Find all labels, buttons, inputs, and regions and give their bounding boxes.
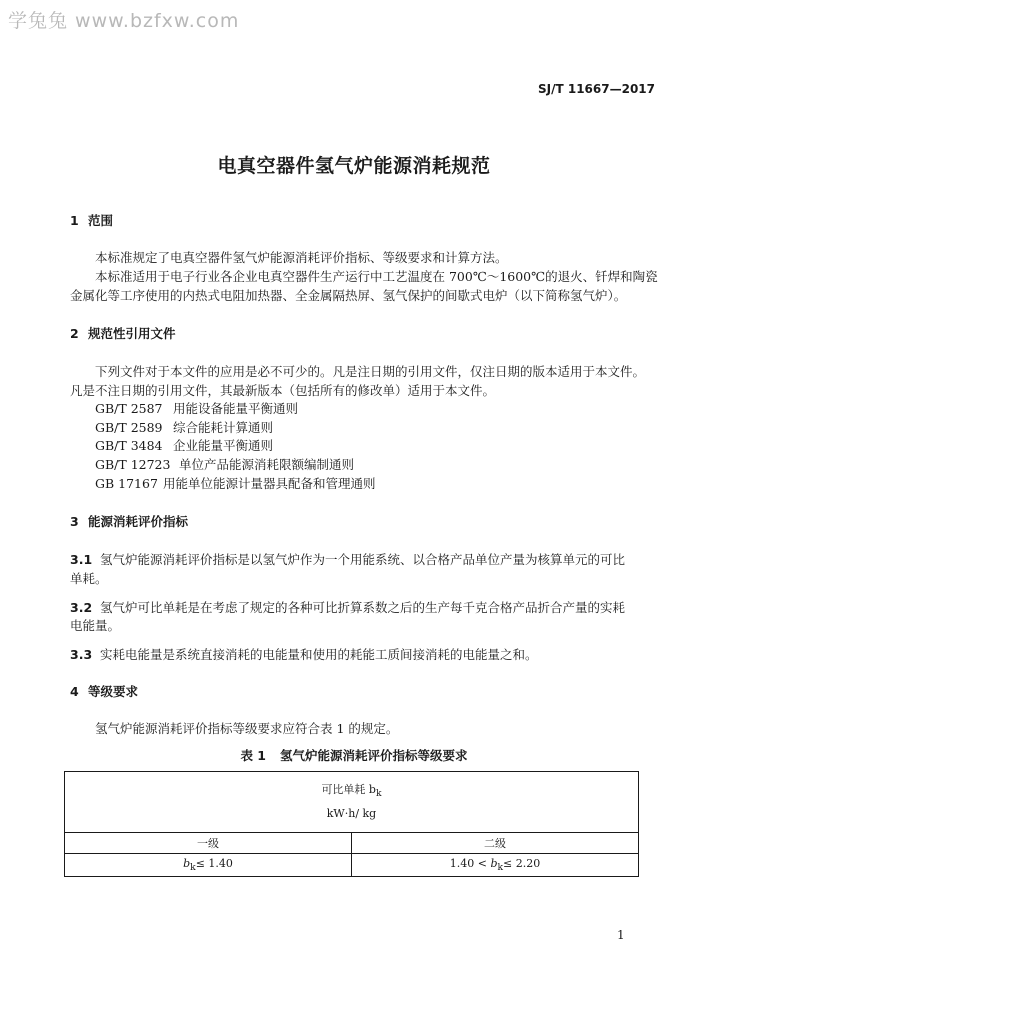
- references-paragraph-line-1: 下列文件对于本文件的应用是必不可少的。凡是注日期的引用文件，仅注日期的版本适用于本文件。: [95, 364, 646, 379]
- value-symbol: b: [183, 856, 191, 870]
- scope-paragraph-2-line-2: 金属化等工序使用的内热式电阻加热器、全金属隔热屏、氢气保护的间歇式电炉（以下简称氢气炉）。: [70, 288, 627, 303]
- value-text: ≤ 2.20: [503, 856, 541, 870]
- reference-item: [95, 455, 354, 473]
- table-caption-label: 表 1: [240, 748, 267, 763]
- reference-title: 用能单位能源计量器具配备和管理通则: [163, 476, 376, 491]
- reference-code: GB 17167: [95, 476, 158, 491]
- reference-title: 单位产品能源消耗限额编制通则: [179, 457, 355, 472]
- section-title: 等级要求: [88, 684, 139, 699]
- grade-requirements-table: [64, 771, 639, 877]
- section-title: 范围: [88, 213, 114, 228]
- section-1-heading: [70, 211, 113, 229]
- table-caption: [0, 746, 708, 764]
- section-number: 3: [70, 514, 79, 529]
- table-header-cell: [65, 772, 639, 833]
- section-2-heading: [70, 324, 176, 342]
- reference-item: [95, 436, 273, 454]
- value-symbol: b: [490, 856, 498, 870]
- reference-title: 企业能量平衡通则: [173, 438, 274, 453]
- reference-code: GB/T 12723: [95, 457, 171, 472]
- header-unit: kW·h/ kg: [326, 807, 377, 821]
- document-title: 电真空器件氢气炉能源消耗规范: [217, 155, 491, 177]
- grade-2-header: 二级: [352, 833, 639, 854]
- section-number: 2: [70, 326, 79, 341]
- grades-paragraph: 氢气炉能源消耗评价指标等级要求应符合表 1 的规定。: [95, 721, 399, 736]
- table-row: [65, 854, 639, 877]
- clause-number: 3.1: [70, 552, 93, 567]
- reference-item: [95, 418, 273, 436]
- table-row: [65, 833, 639, 854]
- clause-text: 氢气炉可比单耗是在考虑了规定的各种可比折算系数之后的生产每千克合格产品折合产量的实耗: [100, 600, 626, 615]
- header-metric: [65, 780, 638, 804]
- value-subscript: k: [497, 862, 504, 874]
- table-row: [65, 772, 639, 833]
- reference-title: 用能设备能量平衡通则: [173, 401, 299, 416]
- table-caption-title: 氢气炉能源消耗评价指标等级要求: [280, 748, 468, 763]
- section-3-heading: [70, 512, 188, 530]
- scope-paragraph-1: 本标准规定了电真空器件氢气炉能源消耗评价指标、等级要求和计算方法。: [95, 250, 508, 265]
- header-label: 可比单耗 b: [321, 782, 376, 796]
- clause-3-3: [70, 645, 538, 663]
- clause-text: 实耗电能量是系统直接消耗的电能量和使用的耗能工质间接消耗的电能量之和。: [100, 647, 538, 662]
- value-subscript: k: [190, 862, 196, 874]
- page-number: 1: [617, 928, 625, 942]
- clause-3-2-line-1: [70, 598, 625, 616]
- scope-paragraph-2-line-1: 本标准适用于电子行业各企业电真空器件生产运行中工艺温度在 700℃～1600℃的退火、钎焊和陶瓷: [95, 269, 658, 284]
- section-title: 能源消耗评价指标: [88, 514, 189, 529]
- reference-code: GB/T 2589: [95, 420, 163, 435]
- grade-1-header: 一级: [65, 833, 352, 854]
- document-code: SJ/T 11667—2017: [538, 82, 655, 96]
- clause-3-2-line-2: 电能量。: [70, 618, 121, 633]
- reference-code: GB/T 3484: [95, 438, 163, 453]
- grade-2-value: [352, 854, 639, 877]
- reference-code: GB/T 2587: [95, 401, 163, 416]
- grade-1-value: [65, 854, 352, 877]
- section-title: 规范性引用文件: [88, 326, 176, 341]
- value-prefix: 1.40 <: [449, 856, 491, 870]
- references-paragraph-line-2: 凡是不注日期的引用文件，其最新版本（包括所有的修改单）适用于本文件。: [70, 383, 496, 398]
- clause-3-1-line-1: [70, 550, 625, 568]
- section-4-heading: [70, 682, 138, 700]
- reference-item: [95, 474, 376, 492]
- clause-number: 3.3: [70, 647, 93, 662]
- reference-item: [95, 399, 298, 417]
- clause-3-1-line-2: 单耗。: [70, 571, 108, 586]
- section-number: 4: [70, 684, 79, 699]
- clause-number: 3.2: [70, 600, 93, 615]
- header-subscript: k: [375, 788, 382, 800]
- clause-text: 氢气炉能源消耗评价指标是以氢气炉作为一个用能系统、以合格产品单位产量为核算单元的可比: [100, 552, 626, 567]
- section-number: 1: [70, 213, 79, 228]
- value-text: ≤ 1.40: [195, 856, 233, 870]
- reference-title: 综合能耗计算通则: [173, 420, 274, 435]
- watermark: 学兔兔 www.bzfxw.com: [8, 10, 240, 32]
